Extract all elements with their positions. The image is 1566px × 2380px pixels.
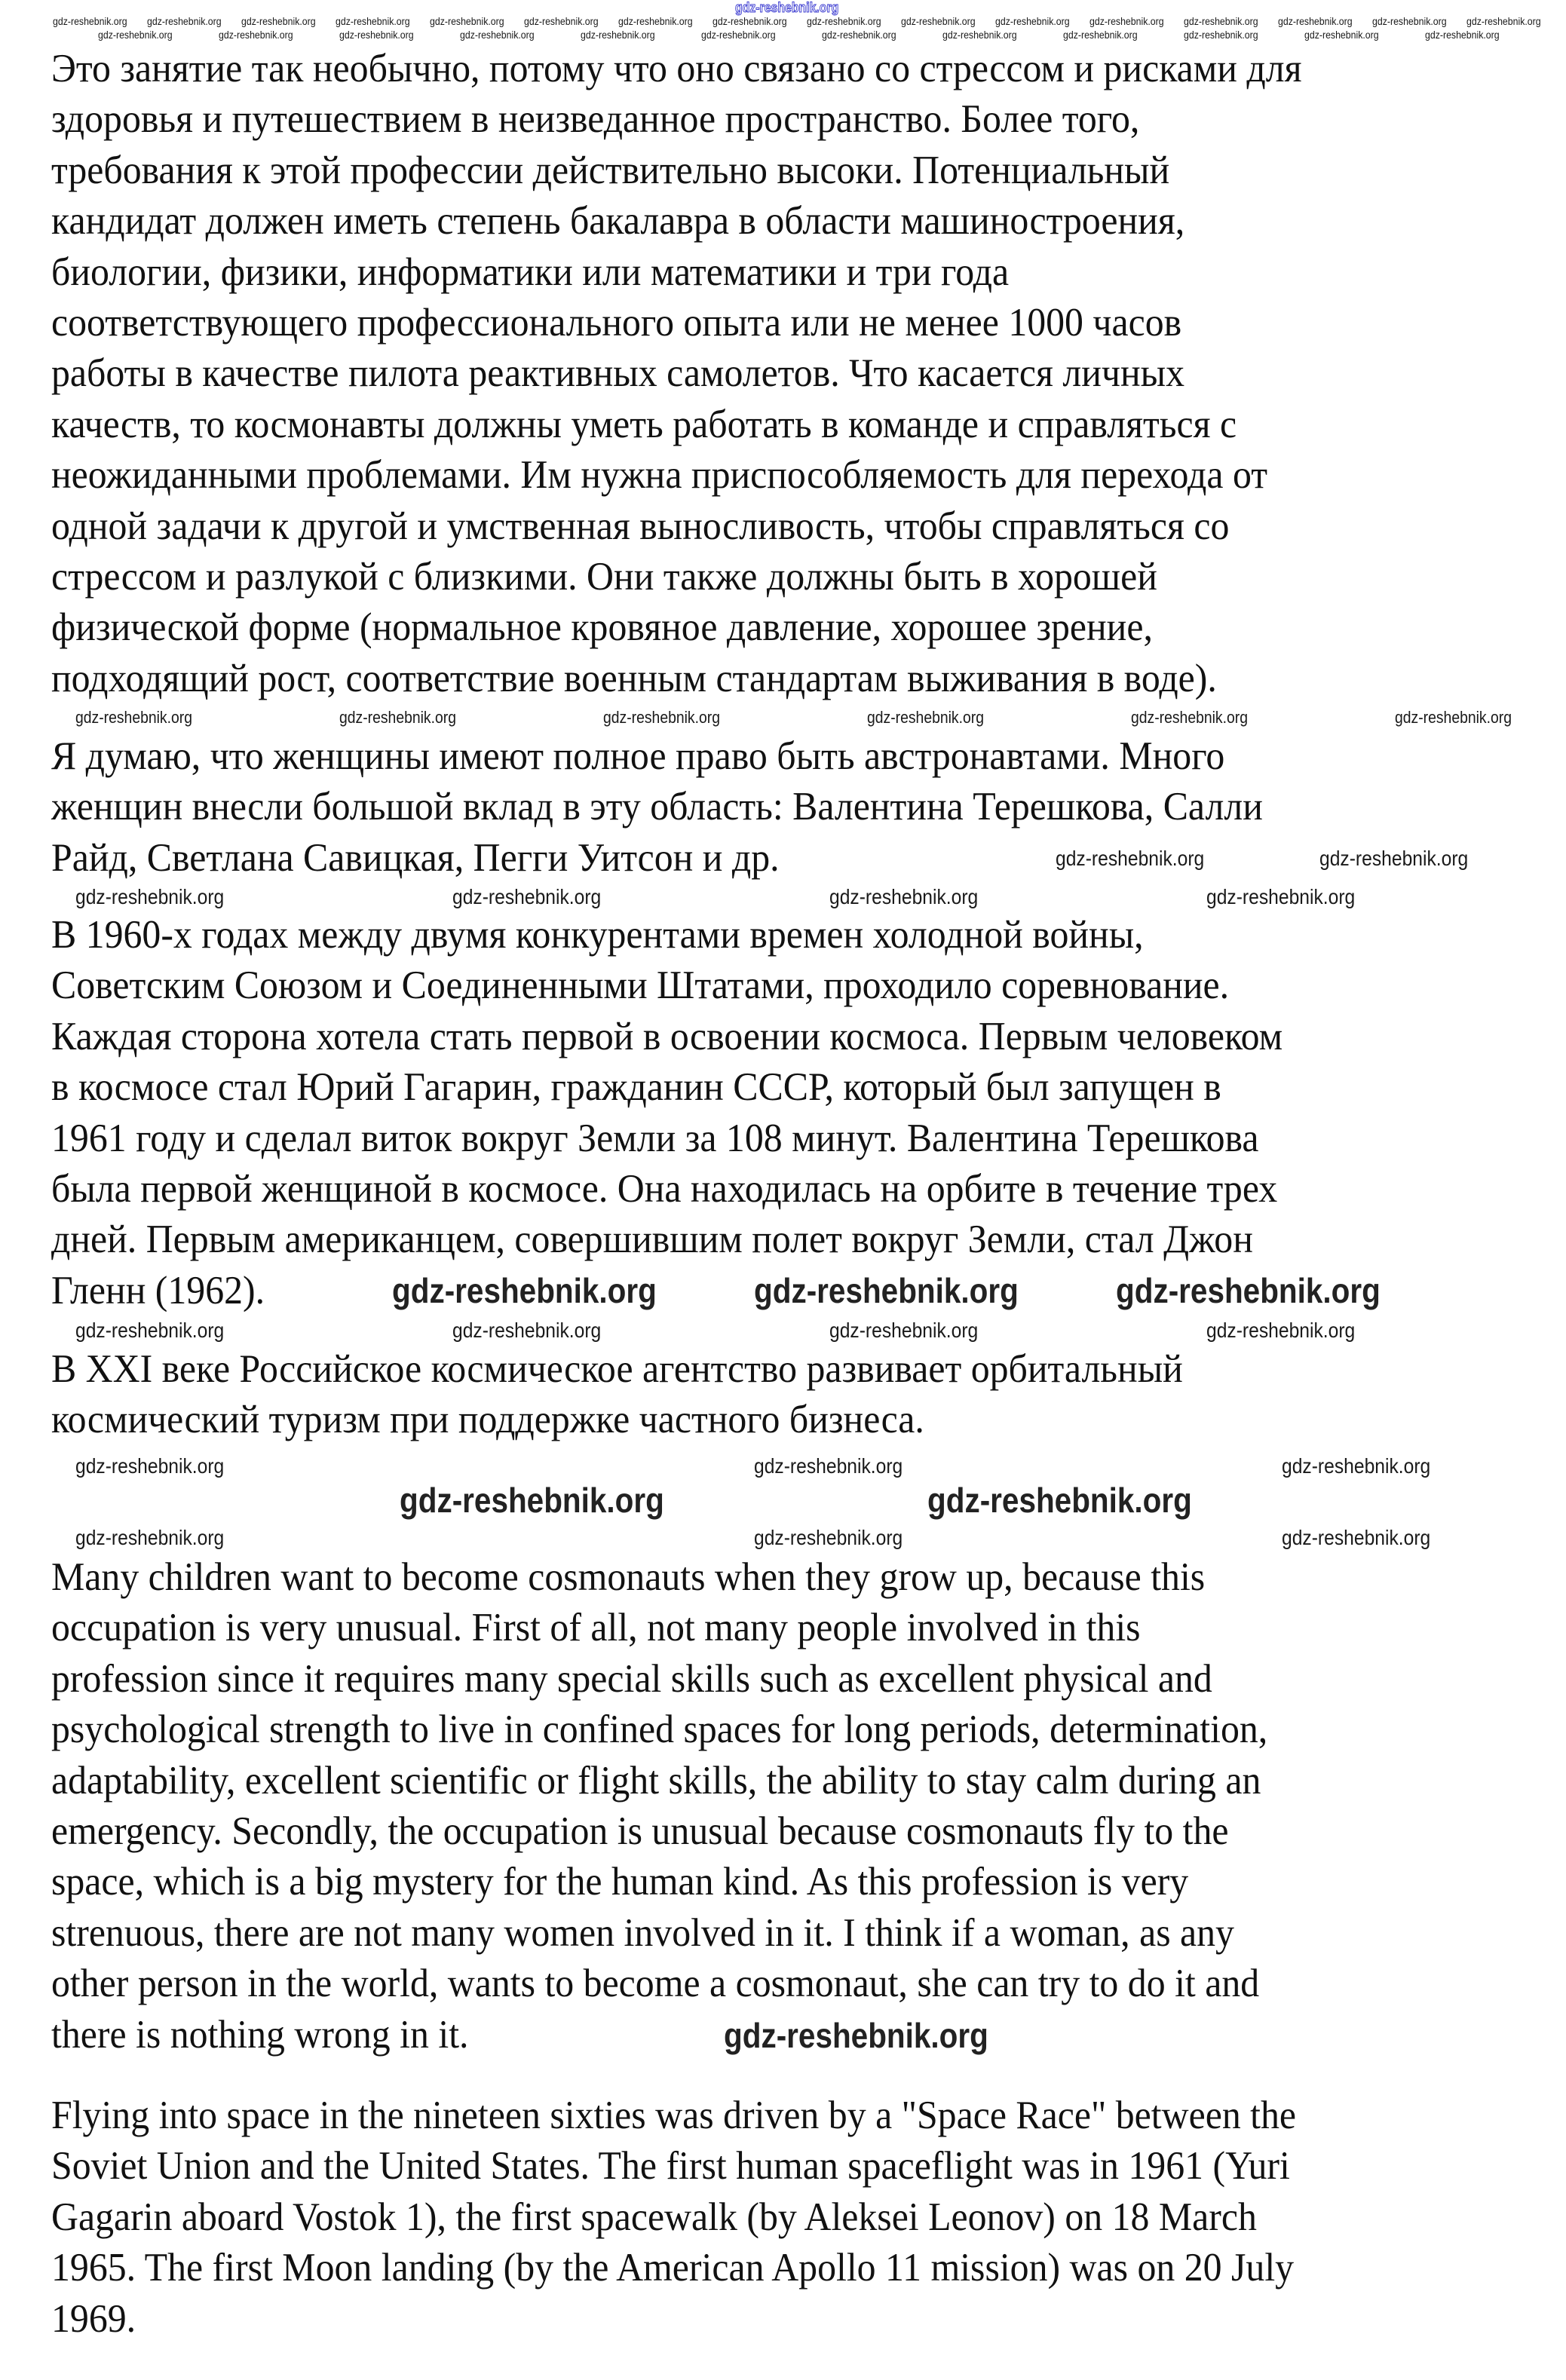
- watermark: gdz-reshebnik.org: [735, 0, 839, 15]
- paragraph-space-tourism-ru: [51, 1344, 1255, 1446]
- watermark: gdz-reshebnik.org: [147, 15, 222, 27]
- watermark: gdz-reshebnik.org: [1131, 708, 1248, 727]
- text-line: Я думаю, что женщины имеют полное право быть австронавтами. Много: [51, 734, 1225, 778]
- watermark: gdz-reshebnik.org: [400, 1481, 664, 1520]
- watermark: gdz-reshebnik.org: [701, 29, 776, 41]
- watermark: gdz-reshebnik.org: [339, 29, 414, 41]
- text-line: была первой женщиной в космосе. Она находилась на орбите в течение трех: [51, 1167, 1278, 1211]
- watermark: gdz-reshebnik.org: [336, 15, 410, 27]
- text-line: здоровья и путешествием в неизведанное пространство. Более того,: [51, 97, 1140, 142]
- watermark: gdz-reshebnik.org: [618, 15, 693, 27]
- text-line: Советским Союзом и Соединенными Штатами, проходило соревнование.: [51, 963, 1230, 1008]
- watermark: gdz-reshebnik.org: [430, 15, 504, 27]
- text-line: psychological strength to live in confined spaces for long periods, determination,: [51, 1708, 1268, 1752]
- text-line: соответствующего профессионального опыта или не менее 1000 часов: [51, 301, 1182, 345]
- text-line: Каждая сторона хотела стать первой в освоении космоса. Первым человеком: [51, 1014, 1283, 1058]
- watermark: gdz-reshebnik.org: [75, 1454, 225, 1478]
- watermark: gdz-reshebnik.org: [1089, 15, 1164, 27]
- watermark: gdz-reshebnik.org: [241, 15, 316, 27]
- paragraph-cosmonauts-en: [51, 1552, 1345, 2060]
- text-line: космический туризм при поддержке частного бизнеса.: [51, 1398, 924, 1442]
- watermark: gdz-reshebnik.org: [1282, 1454, 1431, 1478]
- watermark: gdz-reshebnik.org: [392, 1271, 657, 1310]
- text-line: Soviet Union and the United States. The first human spaceflight was in 1961 (Yuri: [51, 2144, 1290, 2189]
- watermark: gdz-reshebnik.org: [754, 1271, 1019, 1310]
- watermark: gdz-reshebnik.org: [1395, 708, 1512, 727]
- watermark: gdz-reshebnik.org: [98, 29, 173, 41]
- text-line: неожиданными проблемами. Им нужна приспособляемость для перехода от: [51, 453, 1267, 498]
- text-line: требования к этой профессии действительно высоки. Потенциальный: [51, 148, 1170, 192]
- watermark: gdz-reshebnik.org: [53, 15, 127, 27]
- watermark: gdz-reshebnik.org: [1466, 15, 1541, 27]
- watermark: gdz-reshebnik.org: [829, 1319, 979, 1342]
- watermark: gdz-reshebnik.org: [1206, 1319, 1356, 1342]
- text-line: profession since it requires many special skills such as excellent physical and: [51, 1656, 1212, 1701]
- watermark: gdz-reshebnik.org: [452, 885, 602, 908]
- watermark: gdz-reshebnik.org: [1425, 29, 1500, 41]
- watermark: gdz-reshebnik.org: [724, 2016, 988, 2055]
- text-line: Gagarin aboard Vostok 1), the first spacewalk (by Aleksei Leonov) on 18 March: [51, 2195, 1257, 2239]
- watermark: gdz-reshebnik.org: [829, 885, 979, 908]
- watermark: gdz-reshebnik.org: [75, 708, 192, 727]
- watermark: gdz-reshebnik.org: [754, 1526, 903, 1549]
- watermark: gdz-reshebnik.org: [1184, 29, 1258, 41]
- watermark: gdz-reshebnik.org: [1206, 885, 1356, 908]
- paragraph-space-race-en: [51, 2091, 1375, 2345]
- text-line: В 1960-х годах между двумя конкурентами времен холодной войны,: [51, 913, 1144, 957]
- watermark: gdz-reshebnik.org: [219, 29, 293, 41]
- text-line: adaptability, excellent scientific or flight skills, the ability to stay calm during an: [51, 1758, 1261, 1803]
- text-line: 1961 году и сделал виток вокруг Земли за 108 минут. Валентина Терешкова: [51, 1116, 1259, 1160]
- text-line: физической форме (нормальное кровяное давление, хорошее зрение,: [51, 605, 1153, 650]
- watermark: gdz-reshebnik.org: [807, 15, 881, 27]
- text-line: женщин внесли большой вклад в эту область: Валентина Терешкова, Салли: [51, 785, 1263, 829]
- text-line: стрессом и разлукой с близкими. Они также должны быть в хорошей: [51, 555, 1157, 599]
- text-line: дней. Первым американцем, совершившим полет вокруг Земли, стал Джон: [51, 1218, 1253, 1262]
- text-line: Райд, Светлана Савицкая, Пегги Уитсон и др.: [51, 835, 780, 880]
- text-line: работы в качестве пилота реактивных самолетов. Что касается личных: [51, 351, 1185, 396]
- watermark: gdz-reshebnik.org: [1278, 15, 1353, 27]
- watermark: gdz-reshebnik.org: [1319, 847, 1469, 870]
- watermark: gdz-reshebnik.org: [524, 15, 599, 27]
- watermark: gdz-reshebnik.org: [1372, 15, 1447, 27]
- watermark: gdz-reshebnik.org: [867, 708, 984, 727]
- watermark: gdz-reshebnik.org: [1056, 847, 1205, 870]
- watermark: gdz-reshebnik.org: [942, 29, 1017, 41]
- text-line: Many children want to become cosmonauts when they grow up, because this: [51, 1555, 1206, 1599]
- text-line: качеств, то космонавты должны уметь работать в команде и справляться с: [51, 402, 1237, 446]
- text-line: strenuous, there are not many women involved in it. I think if a woman, as any: [51, 1910, 1234, 1955]
- watermark: gdz-reshebnik.org: [339, 708, 456, 727]
- text-line: одной задачи к другой и умственная выносливость, чтобы справляться со: [51, 504, 1230, 548]
- text-line: 1965. The first Moon landing (by the American Apollo 11 mission) was on 20 July: [51, 2246, 1295, 2290]
- watermark: gdz-reshebnik.org: [603, 708, 720, 727]
- watermark: gdz-reshebnik.org: [75, 1526, 225, 1549]
- watermark: gdz-reshebnik.org: [927, 1481, 1192, 1520]
- text-line: occupation is very unusual. First of all, not many people involved in this: [51, 1606, 1141, 1650]
- text-line: в космосе стал Юрий Гагарин, гражданин СССР, который был запущен в: [51, 1065, 1221, 1110]
- text-line: emergency. Secondly, the occupation is unusual because cosmonauts fly to the: [51, 1809, 1229, 1854]
- watermark: gdz-reshebnik.org: [75, 885, 225, 908]
- text-line: кандидат должен иметь степень бакалавра в области машиностроения,: [51, 199, 1185, 244]
- watermark: gdz-reshebnik.org: [1282, 1526, 1431, 1549]
- text-line: Гленн (1962).: [51, 1268, 265, 1313]
- text-line: Это занятие так необычно, потому что оно связано со стрессом и рисками для: [51, 47, 1302, 90]
- watermark: gdz-reshebnik.org: [713, 15, 787, 27]
- text-line: В XXI веке Российское космическое агентство развивает орбитальный: [51, 1347, 1183, 1391]
- text-line: other person in the world, wants to become a cosmonaut, she can try to do it and: [51, 1962, 1260, 2006]
- text-line: подходящий рост, соответствие военным стандартам выживания в воде).: [51, 656, 1217, 700]
- text-line: space, which is a big mystery for the human kind. As this profession is very: [51, 1860, 1189, 1904]
- watermark: gdz-reshebnik.org: [901, 15, 976, 27]
- watermark: gdz-reshebnik.org: [822, 29, 896, 41]
- watermark: gdz-reshebnik.org: [1063, 29, 1138, 41]
- watermark: gdz-reshebnik.org: [581, 29, 655, 41]
- watermark: gdz-reshebnik.org: [1184, 15, 1258, 27]
- text-line: биологии, физики, информатики или математики и три года: [51, 250, 1010, 294]
- watermark: gdz-reshebnik.org: [995, 15, 1070, 27]
- paragraph-cosmonaut-requirements-ru: [51, 44, 1381, 704]
- watermark: gdz-reshebnik.org: [452, 1319, 602, 1342]
- watermark: gdz-reshebnik.org: [460, 29, 535, 41]
- watermark: gdz-reshebnik.org: [75, 1319, 225, 1342]
- text-line: Flying into space in the nineteen sixties was driven by a "Space Race" between the: [51, 2094, 1297, 2137]
- paragraph-space-race-ru: [51, 910, 1361, 1316]
- text-line: there is nothing wrong in it.: [51, 2012, 469, 2057]
- watermark: gdz-reshebnik.org: [754, 1454, 903, 1478]
- watermark: gdz-reshebnik.org: [1116, 1271, 1381, 1310]
- text-line: 1969.: [51, 2296, 136, 2341]
- watermark: gdz-reshebnik.org: [1304, 29, 1379, 41]
